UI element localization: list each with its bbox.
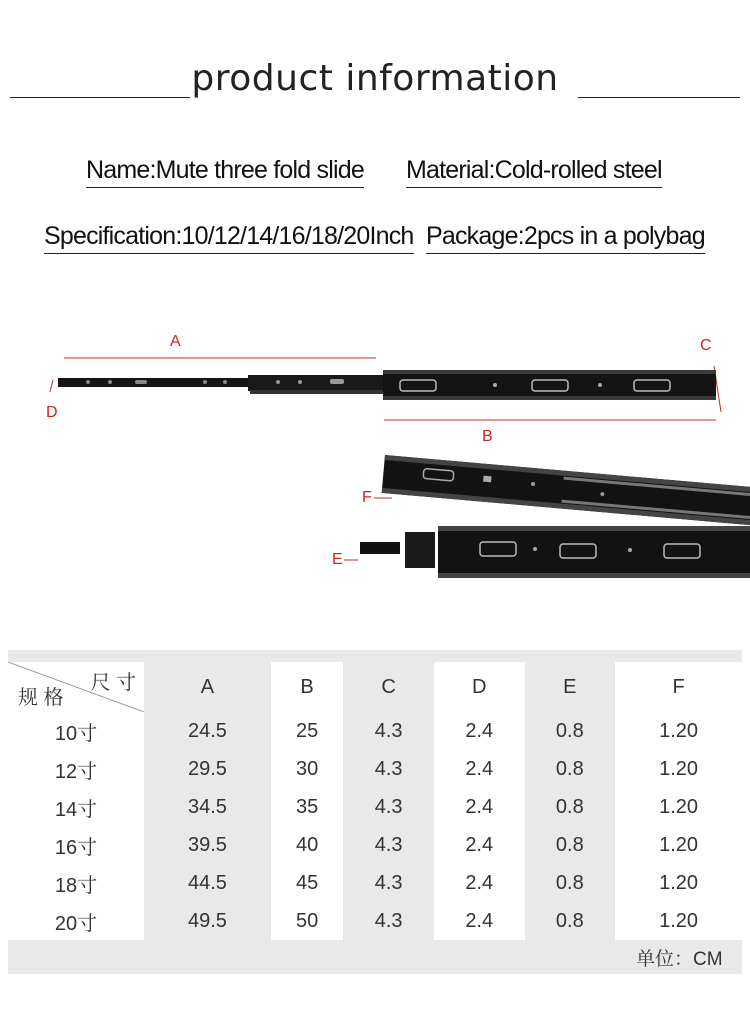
row-size-cell: 12寸 <box>8 750 144 788</box>
table-cell: 1.20 <box>615 712 742 750</box>
label-b: B <box>482 428 493 445</box>
row-size-cell: 18寸 <box>8 864 144 902</box>
title-rule-right <box>578 97 740 98</box>
dimension-line-d <box>50 380 53 392</box>
product-name <box>86 156 364 188</box>
corner-label-size: 尺 寸 <box>90 672 136 694</box>
spec-table <box>8 662 742 940</box>
table-body <box>8 712 742 940</box>
table-cell: 29.5 <box>144 750 271 788</box>
table-cell: 0.8 <box>525 750 616 788</box>
label-d: D <box>46 404 58 421</box>
column-header-f: F <box>615 662 742 712</box>
table-cell: 1.20 <box>615 902 742 940</box>
table-row <box>8 788 742 826</box>
table-cell: 2.4 <box>434 826 525 864</box>
column-header-d: D <box>434 662 525 712</box>
table-cell: 2.4 <box>434 788 525 826</box>
label-e: E <box>332 551 343 568</box>
column-header-c: C <box>343 662 434 712</box>
column-header-b: B <box>271 662 343 712</box>
table-cell: 49.5 <box>144 902 271 940</box>
table-cell: 4.3 <box>343 826 434 864</box>
table-row <box>8 712 742 750</box>
slide-closeup-e <box>360 526 750 578</box>
product-package-text: Package:2pcs in a polybag <box>426 222 705 254</box>
table-row <box>8 864 742 902</box>
table-cell: 0.8 <box>525 712 616 750</box>
table-row <box>8 750 742 788</box>
slide-profile-closeup-f <box>382 455 750 526</box>
table-cell: 0.8 <box>525 864 616 902</box>
table-cell: 2.4 <box>434 750 525 788</box>
table-cell: 0.8 <box>525 826 616 864</box>
unit-note: 单位：CM <box>636 949 723 970</box>
table-cell: 45 <box>271 864 343 902</box>
table-cell: 34.5 <box>144 788 271 826</box>
table-cell: 4.3 <box>343 750 434 788</box>
slide-dimension-diagram <box>0 330 750 590</box>
label-a: A <box>170 333 181 350</box>
table-corner-cell <box>8 662 144 712</box>
row-size-cell: 16寸 <box>8 826 144 864</box>
product-material <box>406 156 662 188</box>
corner-label-spec: 规 格 <box>18 687 64 709</box>
table-cell: 1.20 <box>615 788 742 826</box>
table-cell: 2.4 <box>434 902 525 940</box>
table-cell: 4.3 <box>343 864 434 902</box>
table-row <box>8 902 742 940</box>
product-name-text: Name:Mute three fold slide <box>86 156 364 188</box>
table-header-row <box>8 662 742 712</box>
label-f: F <box>362 489 372 506</box>
table-cell: 2.4 <box>434 864 525 902</box>
table-cell: 1.20 <box>615 826 742 864</box>
table-cell: 44.5 <box>144 864 271 902</box>
row-size-cell: 10寸 <box>8 712 144 750</box>
label-c: C <box>700 337 712 354</box>
table-cell: 2.4 <box>434 712 525 750</box>
table-cell: 24.5 <box>144 712 271 750</box>
table-cell: 0.8 <box>525 788 616 826</box>
table-cell: 40 <box>271 826 343 864</box>
table-cell: 4.3 <box>343 902 434 940</box>
product-package <box>426 222 705 254</box>
table-cell: 25 <box>271 712 343 750</box>
slide-outer-member <box>383 370 716 400</box>
row-size-cell: 14寸 <box>8 788 144 826</box>
product-specification <box>44 222 414 254</box>
spec-table-panel <box>8 650 742 974</box>
product-material-text: Material:Cold-rolled steel <box>406 156 662 188</box>
row-size-cell: 20寸 <box>8 902 144 940</box>
product-specification-text: Specification:10/12/14/16/18/20Inch <box>44 222 414 254</box>
table-cell: 0.8 <box>525 902 616 940</box>
table-cell: 4.3 <box>343 788 434 826</box>
slide-middle-member <box>248 375 388 391</box>
table-cell: 1.20 <box>615 864 742 902</box>
table-cell: 1.20 <box>615 750 742 788</box>
column-header-a: A <box>144 662 271 712</box>
table-cell: 4.3 <box>343 712 434 750</box>
column-header-e: E <box>525 662 616 712</box>
table-cell: 30 <box>271 750 343 788</box>
table-cell: 35 <box>271 788 343 826</box>
table-cell: 50 <box>271 902 343 940</box>
table-row <box>8 826 742 864</box>
page-title: product information <box>191 58 559 99</box>
table-cell: 39.5 <box>144 826 271 864</box>
